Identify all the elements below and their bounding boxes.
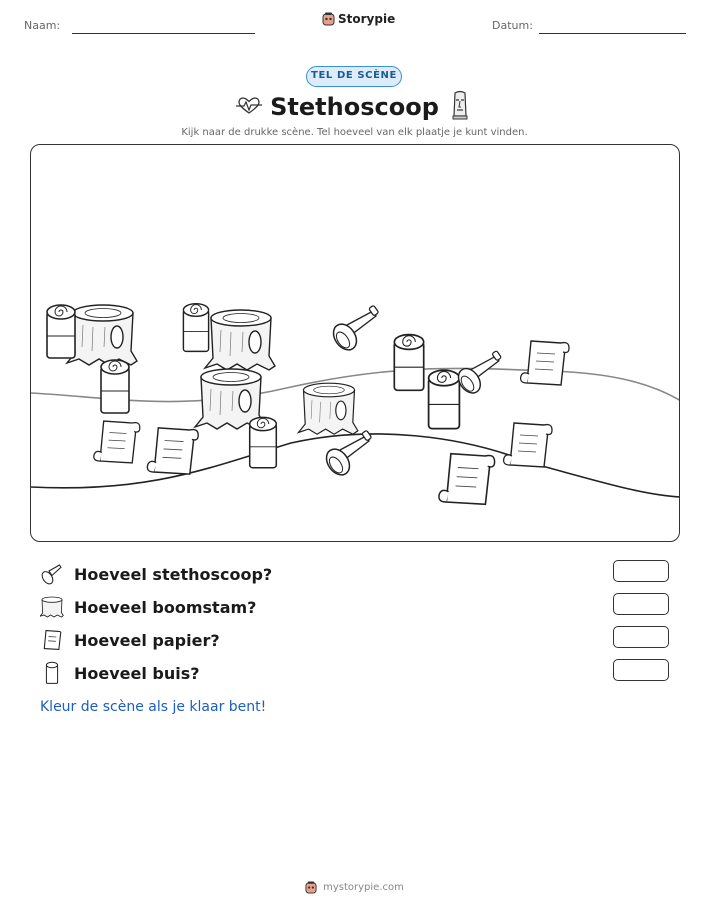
storypie-mascot-icon <box>322 12 335 26</box>
footer-site[interactable]: mystorypie.com <box>323 882 404 893</box>
stethoscope-icon <box>322 430 372 479</box>
date-field[interactable] <box>539 33 686 34</box>
answer-box-stethoscope[interactable] <box>613 560 669 582</box>
question-text: Hoeveel stethoscoop? <box>74 564 273 584</box>
footer <box>0 881 709 894</box>
brand-logo <box>322 12 395 26</box>
name-label: Naam: <box>24 19 61 32</box>
stethoscope-icon <box>454 351 501 398</box>
paper-scroll-icon <box>439 454 495 505</box>
name-field[interactable] <box>72 33 255 34</box>
tube-icon <box>429 370 460 428</box>
tube-icon <box>47 305 75 358</box>
moai-statue-icon <box>450 90 470 120</box>
question-text: Hoeveel boomstam? <box>74 597 257 617</box>
question-row <box>40 595 256 619</box>
brand-name: Storypie <box>338 12 396 26</box>
answer-box-buis[interactable] <box>613 659 669 681</box>
question-row <box>40 562 272 586</box>
page-title: Stethoscoop <box>270 93 439 121</box>
question-text: Hoeveel papier? <box>74 630 220 650</box>
stump-icon <box>205 310 275 370</box>
date-label: Datum: <box>492 19 533 32</box>
stethoscope-icon <box>40 562 64 586</box>
paper-scroll-icon <box>504 423 552 467</box>
stethoscope-icon <box>329 305 379 354</box>
stump-icon <box>40 595 64 619</box>
question-text: Hoeveel buis? <box>74 663 200 683</box>
storypie-mascot-icon <box>305 881 317 894</box>
counting-scene <box>30 144 680 542</box>
answer-box-papier[interactable] <box>613 626 669 648</box>
paper-scroll-icon <box>40 628 64 652</box>
tube-icon <box>250 417 277 467</box>
paper-scroll-icon <box>94 421 140 463</box>
coloring-note: Kleur de scène als je klaar bent! <box>40 699 267 715</box>
tube-icon <box>101 360 129 413</box>
question-row <box>40 661 200 685</box>
answer-box-boomstam[interactable] <box>613 593 669 615</box>
instructions: Kijk naar de drukke scène. Tel hoeveel van elk plaatje je kunt vinden. <box>181 127 528 138</box>
question-row <box>40 628 220 652</box>
tube-icon <box>183 304 208 352</box>
tube-icon <box>40 661 64 685</box>
stump-icon <box>298 383 358 434</box>
section-badge: TEL DE SCÈNE <box>306 66 402 87</box>
stump-icon <box>67 305 137 365</box>
tube-icon <box>394 335 423 391</box>
paper-scroll-icon <box>521 341 569 385</box>
paper-scroll-icon <box>147 428 198 474</box>
